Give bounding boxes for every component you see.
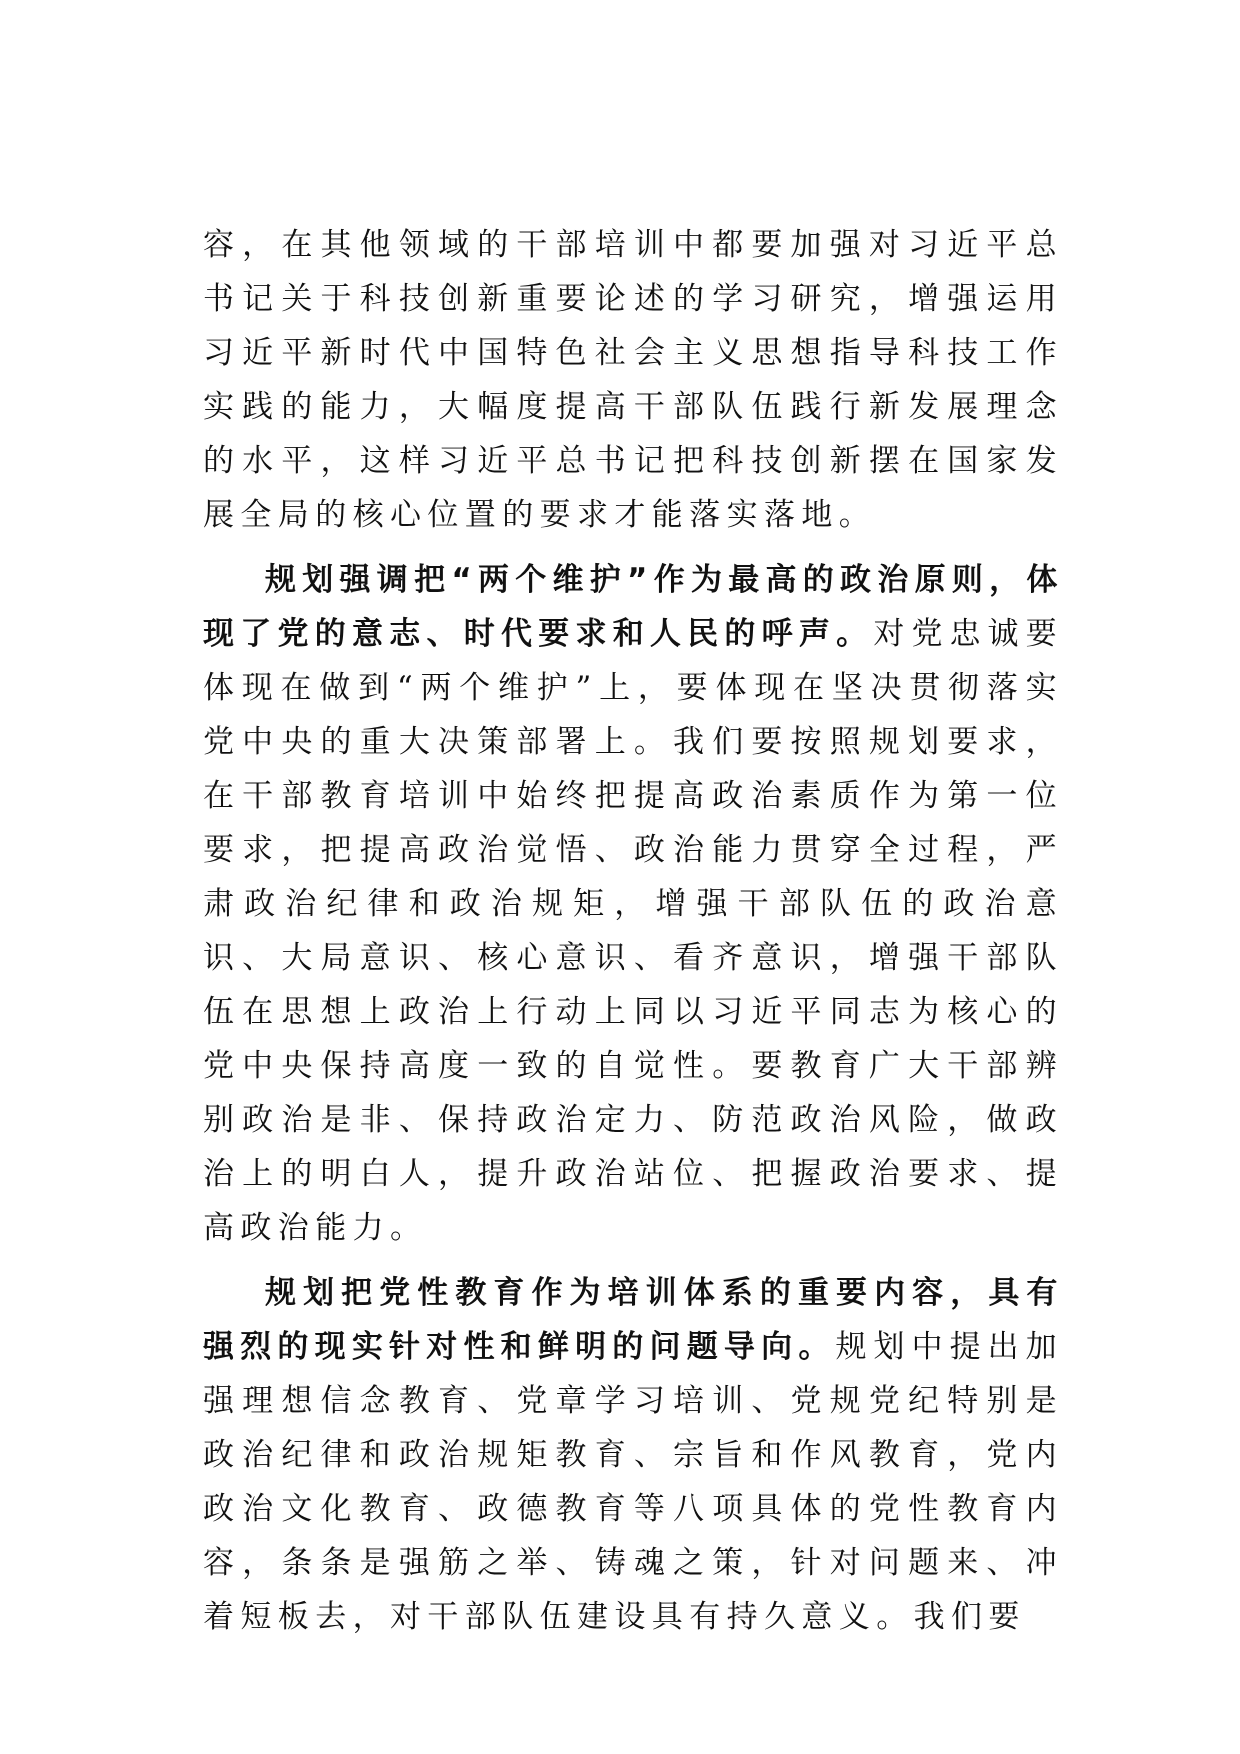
document-body: [203, 218, 1063, 1644]
paragraph-3-lead: 规划把党性教育作为培训体系的重要内容，具有强烈的现实针对性和鲜明的问题导向。: [203, 1275, 1063, 1365]
paragraph-2-lead: 规划强调把“两个维护”作为最高的政治原则，体现了党的意志、时代要求和人民的呼声。: [203, 562, 1063, 652]
paragraph-1-text: 容，在其他领域的干部培训中都要加强对习近平总书记关于科技创新重要论述的学习研究，增强运用习近平新时代中国特色社会主义思想指导科技工作实践的能力，大幅度提高干部队伍践行新发展理念的水平，这样习近平总书记把科技创新摆在国家发展全局的核心位置的要求才能落实落地。: [203, 227, 1063, 533]
paragraph-1: [203, 218, 1063, 542]
paragraph-3-text: 规划中提出加强理想信念教育、党章学习培训、党规党纪特别是政治纪律和政治规矩教育、宗旨和作风教育，党内政治文化教育、政德教育等八项具体的党性教育内容，条条是强筋之举、铸魂之策，针对问题来、冲着短板去，对干部队伍建设具有持久意义。我们要: [203, 1329, 1063, 1635]
paragraph-2: [203, 553, 1063, 1255]
paragraph-2-text: 对党忠诚要体现在做到“两个维护”上，要体现在坚决贯彻落实党中央的重大决策部署上。我们要按照规划要求，在干部教育培训中始终把提高政治素质作为第一位要求，把提高政治觉悟、政治能力贯穿全过程，严肃政治纪律和政治规矩，增强干部队伍的政治意识、大局意识、核心意识、看齐意识，增强干部队伍在思想上政治上行动上同以习近平同志为核心的党中央保持高度一致的自觉性。要教育广大干部辨别政治是非、保持政治定力、防范政治风险，做政治上的明白人，提升政治站位、把握政治要求、提高政治能力。: [203, 616, 1063, 1246]
paragraph-3: [203, 1266, 1063, 1644]
